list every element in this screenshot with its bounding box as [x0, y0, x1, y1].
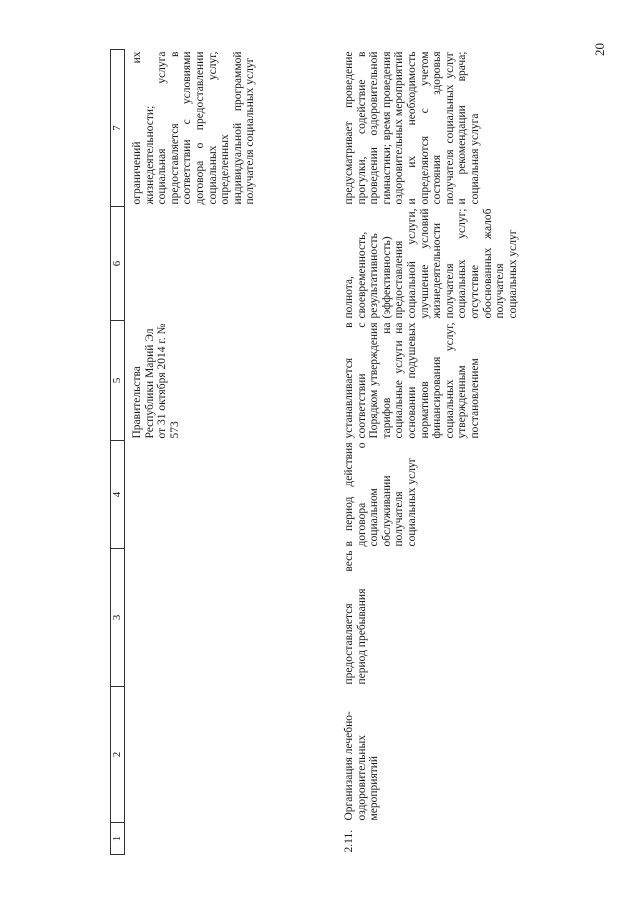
rotated-table-container — [110, 50, 615, 855]
quality-cell: полнота, своевременность, результативность (эффективность) предоставления социальной услуги, улучшение условий жизнедеятельности получателя социальных услуг; отсутствие обоснованных жалоб получателя социальных услуг — [343, 208, 519, 319]
frequency-cell — [125, 549, 342, 687]
quality-cell — [125, 207, 342, 321]
row-number-cell: 2.11. — [343, 829, 355, 853]
services-table — [110, 49, 628, 855]
frequency-cell: предоставляется весь период пребывания — [343, 550, 368, 685]
conditions-cell: предусматривает проведение прогулки, содействие в проведении оздоровительной гимнастики; время проведения оздоровительных мероприятий и их необходимость определяются с учетом состояния здоровья получателя социальных услуг и рекомендации врача; социальная услуга — [343, 51, 481, 205]
service-name-cell: Организация лечебно-оздоровительных мероприятий — [343, 711, 381, 821]
header-cell: 3 — [111, 549, 125, 687]
tariff-cell: устанавливается в соответствии с Порядком утверждения тарифов на социальные услуги на основании подушевых нормативов финансирования социальных услуг, утвержденным постановлением — [343, 322, 481, 439]
row-number-cell — [125, 823, 342, 855]
conditions-cell: ограничений их жизнедеятельности; социальная услуга предоставляется в соответствии с условиями договора о предоставлении социальных услуг, определенных индивидуальной программой получателя социальных услуг — [131, 51, 257, 205]
page-number: 20 — [592, 43, 607, 56]
term-cell: в период действия договора о социальном обслуживании получателя социальных услуг — [343, 442, 418, 547]
tariff-cell: Правительства Республики Марий Эл от 31 октября 2014 г. № 573 — [131, 323, 181, 439]
header-cell: 5 — [111, 321, 125, 441]
table-header-row — [111, 50, 125, 855]
header-cell: 1 — [111, 823, 125, 855]
header-cell: 6 — [111, 207, 125, 321]
header-cell: 4 — [111, 441, 125, 549]
header-cell: 2 — [111, 687, 125, 823]
term-cell — [125, 441, 342, 549]
table-row — [125, 50, 342, 855]
table-row — [341, 50, 628, 855]
header-cell: 7 — [111, 50, 125, 207]
service-name-cell — [125, 687, 342, 823]
